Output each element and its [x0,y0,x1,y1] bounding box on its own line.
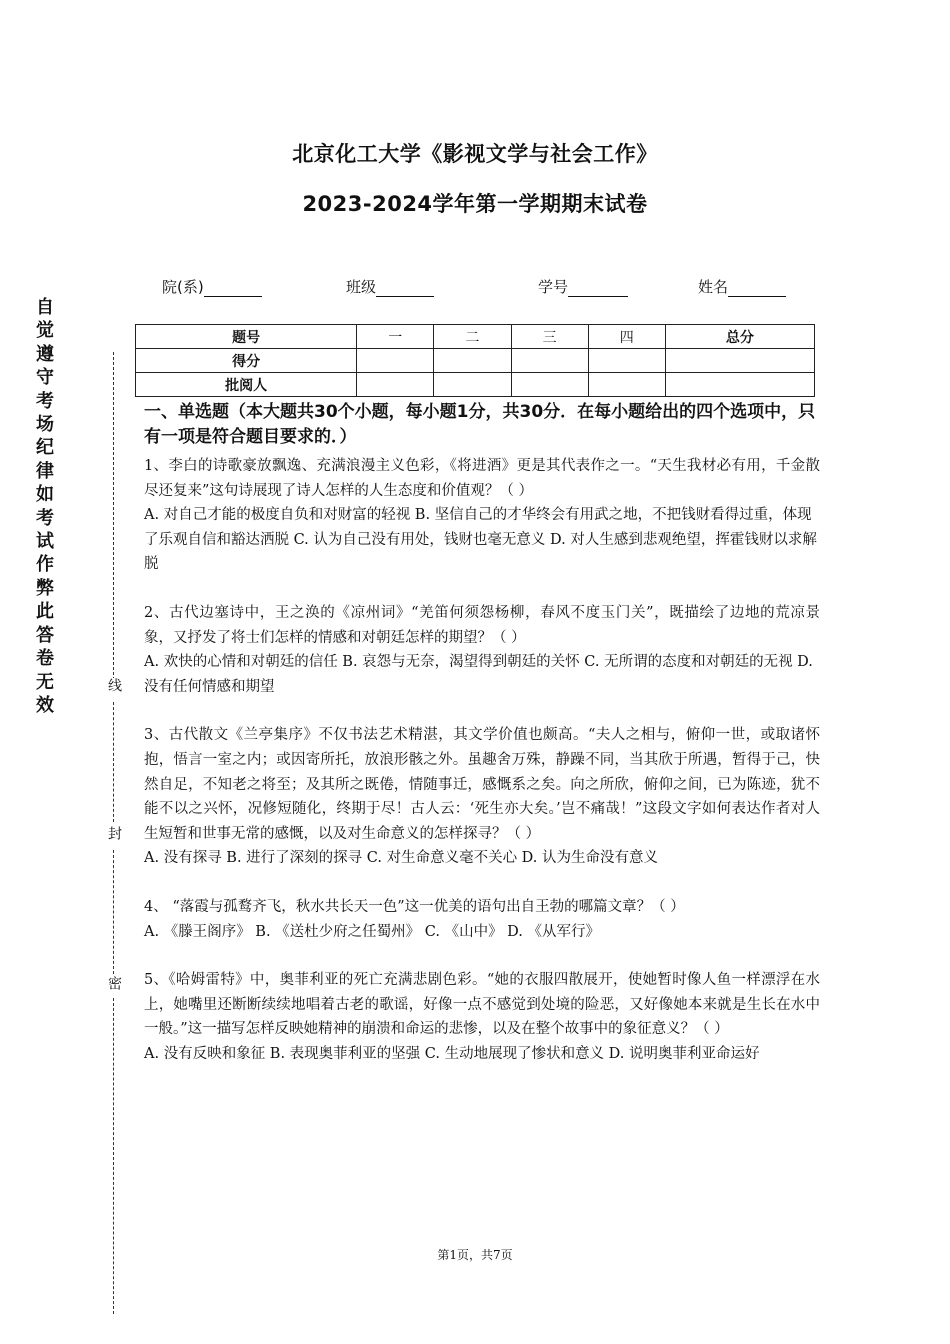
score-table [135,324,815,397]
table-header-cell: 一 [357,325,434,349]
student-id-field[interactable] [538,276,628,297]
table-header-cell: 三 [511,325,588,349]
grader-cell[interactable] [665,373,814,397]
name-label: 姓名 [698,278,729,296]
exam-title-line1: 北京化工大学《影视文学与社会工作》 [292,142,658,166]
student-info-row [0,276,950,300]
binding-dashed-line [113,998,114,1314]
table-header-cell: 四 [588,325,665,349]
department-field[interactable] [162,276,262,297]
side-mark-seal: 封 [106,826,122,840]
grader-cell[interactable] [357,373,434,397]
student-id-label: 学号 [538,278,569,296]
student-id-blank[interactable] [568,279,628,297]
class-blank[interactable] [376,279,434,297]
score-cell[interactable] [588,349,665,373]
name-blank[interactable] [728,279,786,297]
side-mark-secret: 密 [106,976,122,990]
grader-cell[interactable] [511,373,588,397]
question-options: A. 欢快的心情和对朝廷的信任 B. 哀怨与无奈，渴望得到朝廷的关怀 C. 无所谓的态度和对朝廷的无视 D. 没有任何情感和期望 [144,654,813,695]
score-cell[interactable] [357,349,434,373]
table-header-cell: 题号 [136,325,357,349]
score-cell[interactable] [665,349,814,373]
question-stem: 5、《哈姆雷特》中，奥菲利亚的死亡充满悲剧色彩。“她的衣服四散展开，使她暂时像人鱼一样漂浮在水上，她嘴里还断断续续地唱着古老的歌谣，好像一点不感觉到处境的险恶，又好像她本来就是生长在水中一般。”这一描写怎样反映她精神的崩溃和命运的悲惨，以及在整个故事中的象征意义？（ ） [144,972,820,1038]
question-options: A. 没有反映和象征 B. 表现奥菲利亚的坚强 C. 生动地展现了惨状和意义 D. 说明奥菲利亚命运好 [144,1045,760,1062]
exam-content [144,400,820,1090]
score-cell[interactable] [511,349,588,373]
question-stem: 3、古代散文《兰亭集序》不仅书法艺术精湛，其文学价值也颇高。“夫人之相与，俯仰一世，或取诸怀抱，悟言一室之内；或因寄所托，放浪形骸之外。虽趣舍万殊，静躁不同，当其欣于所遇，暂得于己，快然自足，不知老之将至；及其所之既倦，情随事迁，感慨系之矣。向之所欣，俯仰之间，已为陈迹，犹不能不以之兴怀，况修短随化，终期于尽！古人云：‘死生亦大矣。’岂不痛哉！”这段文字如何表达作者对人生短暂和世事无常的感慨，以及对生命意义的怎样探寻？（ ） [144,727,820,842]
page-number: 第1页，共7页 [437,1248,513,1262]
name-field[interactable] [698,276,786,297]
grader-cell[interactable] [588,373,665,397]
question-stem: 1、李白的诗歌豪放飘逸、充满浪漫主义色彩，《将进酒》更是其代表作之一。“天生我材必有用，千金散尽还复来”这句诗展现了诗人怎样的人生态度和价值观？（ ） [144,458,820,499]
question-options: A. 《滕王阁序》 B. 《送杜少府之任蜀州》 C. 《山中》 D. 《从军行》 [144,923,601,940]
score-cell[interactable] [434,349,511,373]
score-table-header-row [136,325,815,349]
table-header-cell: 二 [434,325,511,349]
side-warning-text: 自觉遵守考场纪律如考试作弊此答卷无效 [36,297,54,716]
question-options: A. 没有探寻 B. 进行了深刻的探寻 C. 对生命意义毫不关心 D. 认为生命没有意义 [144,850,659,867]
grader-row [136,373,815,397]
table-header-cell: 总分 [665,325,814,349]
department-blank[interactable] [204,279,262,297]
binding-dashed-line [113,702,114,822]
binding-dashed-line [113,850,114,974]
score-row-label: 得分 [136,349,357,373]
grader-row-label: 批阅人 [136,373,357,397]
class-label: 班级 [346,278,377,296]
question-stem: 4、 “落霞与孤鹜齐飞，秋水共长天一色”这一优美的语句出自王勃的哪篇文章？（ ） [144,898,685,915]
question-options: A. 对自己才能的极度自负和对财富的轻视 B. 坚信自己的才华终会有用武之地，不把钱财看得过重，体现了乐观自信和豁达洒脱 C. 认为自己没有用处，钱财也毫无意义 D. 对人生感到悲观绝望，挥霍钱财以求解脱 [144,507,817,573]
department-label: 院(系) [162,278,204,296]
score-row [136,349,815,373]
grader-cell[interactable] [434,373,511,397]
section-heading: 一、单选题（本大题共30个小题，每小题1分，共30分．在每小题给出的四个选项中，只有一项是符合题目要求的．） [144,402,816,447]
side-mark-line: 线 [106,678,122,692]
exam-title-line2: 2023-2024学年第一学期期末试卷 [302,192,648,216]
question-stem: 2、古代边塞诗中，王之涣的《凉州词》“羌笛何须怨杨柳，春风不度玉门关”，既描绘了边地的荒凉景象，又抒发了将士们怎样的情感和对朝廷怎样的期望？（ ） [144,604,820,646]
binding-dashed-line [113,352,114,680]
class-field[interactable] [346,276,434,297]
